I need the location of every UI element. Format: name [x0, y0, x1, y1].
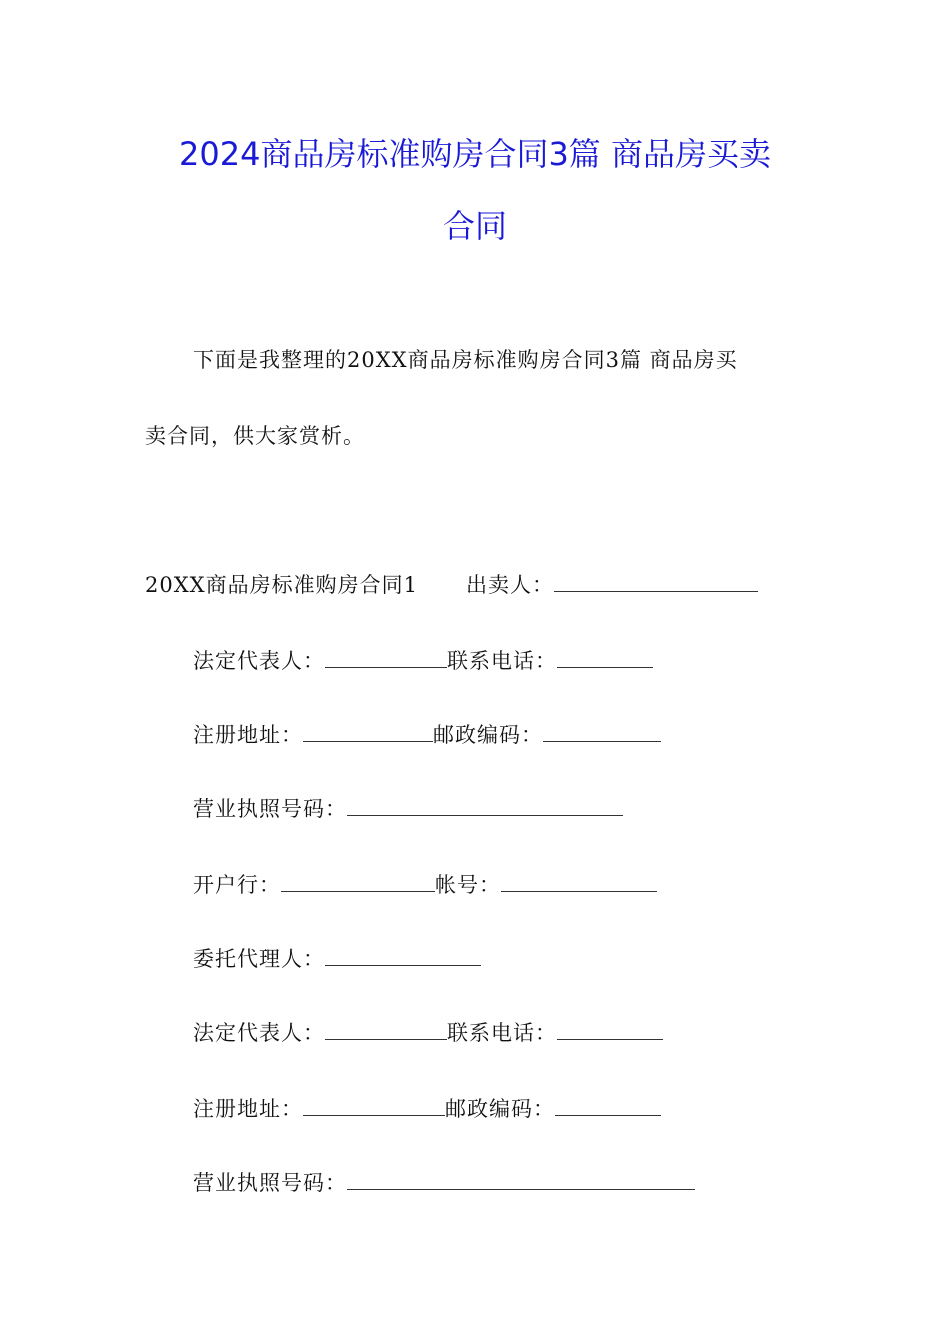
form-row — [193, 645, 653, 676]
form-row — [193, 869, 657, 900]
field-blank — [555, 1093, 661, 1116]
field-blank — [325, 943, 481, 966]
field-label: 委托代理人： — [193, 947, 325, 971]
contract-heading: 20XX商品房标准购房合同1 — [145, 573, 418, 597]
field-blank — [325, 1017, 447, 1040]
field-label: 注册地址： — [193, 1097, 303, 1121]
field-blank — [347, 793, 623, 816]
intro-line-2: 卖合同，供大家赏析。 — [145, 424, 365, 448]
field-blank — [501, 869, 657, 892]
form-row — [193, 1017, 663, 1048]
field-label: 联系电话： — [447, 649, 557, 673]
seller-label: 出卖人： — [465, 573, 554, 597]
field-blank — [303, 719, 433, 742]
title-line-2: 合同 — [442, 207, 507, 245]
seller-blank — [554, 569, 758, 592]
form-row — [193, 1093, 661, 1124]
form-row — [193, 943, 481, 974]
field-blank — [325, 645, 447, 668]
field-blank — [557, 645, 653, 668]
field-label: 开户行： — [193, 873, 281, 897]
field-label: 法定代表人： — [193, 649, 325, 673]
title-line-1: 2024商品房标准购房合同3篇 商品房买卖 — [179, 135, 771, 173]
form-row — [193, 793, 623, 824]
field-blank — [543, 719, 661, 742]
form-row — [193, 1167, 695, 1198]
field-label: 邮政编码： — [433, 723, 543, 747]
contract-heading-row — [145, 569, 758, 600]
field-label: 帐号： — [435, 873, 501, 897]
field-label: 邮政编码： — [445, 1097, 555, 1121]
field-label: 营业执照号码： — [193, 797, 347, 821]
field-blank — [557, 1017, 663, 1040]
field-blank — [281, 869, 435, 892]
field-label: 注册地址： — [193, 723, 303, 747]
form-row — [193, 719, 661, 750]
field-blank — [303, 1093, 445, 1116]
field-label: 营业执照号码： — [193, 1171, 347, 1195]
field-label: 法定代表人： — [193, 1021, 325, 1045]
field-label: 联系电话： — [447, 1021, 557, 1045]
intro-line-1: 下面是我整理的20XX商品房标准购房合同3篇 商品房买 — [193, 348, 738, 372]
field-blank — [347, 1167, 695, 1190]
